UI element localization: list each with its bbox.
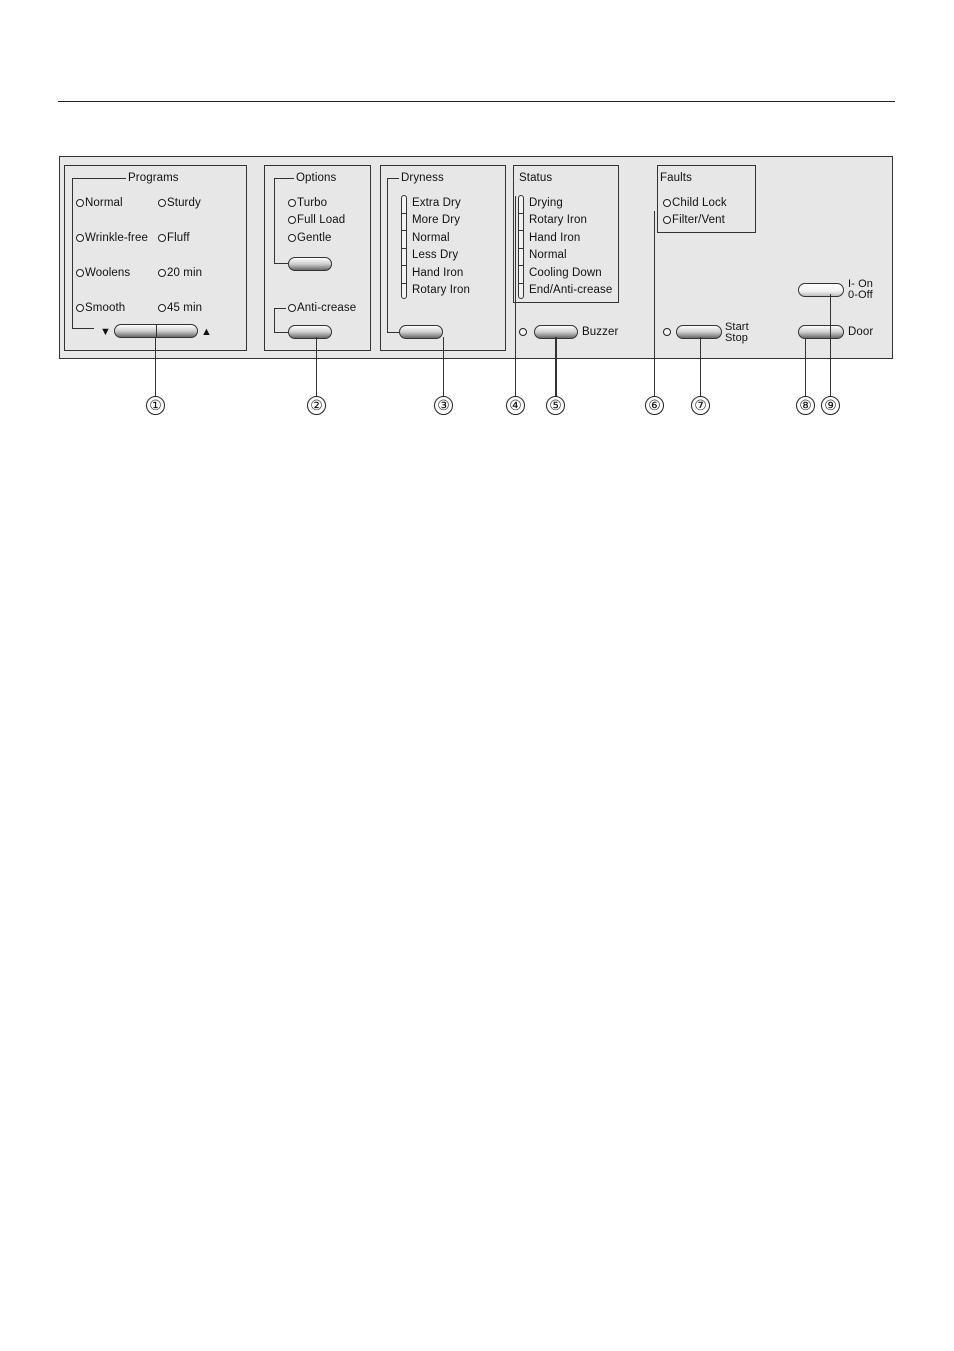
callout-4: ④ xyxy=(506,396,525,415)
door-label: Door xyxy=(848,326,874,338)
leader-line-5 xyxy=(555,337,557,396)
program-label-wrinkle-free: Wrinkle-free xyxy=(85,232,148,244)
dryness-title: Dryness xyxy=(401,172,444,184)
option-led-full-load xyxy=(288,216,296,224)
program-label-sturdy: Sturdy xyxy=(167,197,201,209)
program-led-fluff xyxy=(158,234,166,242)
program-label-45min: 45 min xyxy=(167,302,203,314)
program-led-smooth xyxy=(76,304,84,312)
leader-line-3 xyxy=(443,337,444,396)
status-label-rotary-iron: Rotary Iron xyxy=(529,214,587,226)
dryness-label-rotary-iron: Rotary Iron xyxy=(412,284,470,296)
program-led-wrinkle-free xyxy=(76,234,84,242)
status-title: Status xyxy=(519,172,553,184)
option-label-gentle: Gentle xyxy=(297,232,332,244)
power-button[interactable] xyxy=(798,283,844,297)
programs-title: Programs xyxy=(128,172,179,184)
anti-crease-button[interactable] xyxy=(288,325,332,339)
fault-led-child-lock xyxy=(663,199,671,207)
dryness-label-more-dry: More Dry xyxy=(412,214,461,226)
options-title: Options xyxy=(296,172,337,184)
leader-line-1 xyxy=(155,337,156,396)
start-label: Start xyxy=(725,321,749,333)
callout-8: ⑧ xyxy=(796,396,815,415)
leader-line-2 xyxy=(316,337,317,396)
dryness-button[interactable] xyxy=(399,325,443,339)
option-led-turbo xyxy=(288,199,296,207)
callout-1: ① xyxy=(146,396,165,415)
anti-crease-label: Anti-crease xyxy=(297,302,357,314)
off-label: 0-Off xyxy=(848,289,873,301)
faults-title: Faults xyxy=(660,172,692,184)
fault-label-child-lock: Child Lock xyxy=(672,197,727,209)
dryness-label-extra-dry: Extra Dry xyxy=(412,197,461,209)
control-panel xyxy=(59,156,893,359)
start-stop-led xyxy=(663,328,671,336)
status-label-drying: Drying xyxy=(529,197,563,209)
program-led-45min xyxy=(158,304,166,312)
buzzer-label: Buzzer xyxy=(582,326,619,338)
status-label-cooling-down: Cooling Down xyxy=(529,267,602,279)
callout-2: ② xyxy=(307,396,326,415)
options-button[interactable] xyxy=(288,257,332,271)
leader-line-6 xyxy=(654,211,655,396)
callout-6: ⑥ xyxy=(645,396,664,415)
program-label-woolens: Woolens xyxy=(85,267,131,279)
program-led-20min xyxy=(158,269,166,277)
callout-5: ⑤ xyxy=(546,396,565,415)
status-label-end-anti-crease: End/Anti-crease xyxy=(529,284,613,296)
leader-line-4 xyxy=(515,196,516,396)
program-label-smooth: Smooth xyxy=(85,302,126,314)
anti-crease-led xyxy=(288,304,296,312)
stop-label: Stop xyxy=(725,332,749,344)
callout-7: ⑦ xyxy=(691,396,710,415)
option-led-gentle xyxy=(288,234,296,242)
arrow-up-icon: ▲ xyxy=(201,326,212,338)
on-label: I- On xyxy=(848,278,873,290)
fault-label-filter-vent: Filter/Vent xyxy=(672,214,725,226)
status-label-hand-iron: Hand Iron xyxy=(529,232,581,244)
program-led-normal xyxy=(76,199,84,207)
dryness-label-hand-iron: Hand Iron xyxy=(412,267,464,279)
leader-line-7 xyxy=(700,337,701,396)
buzzer-led xyxy=(519,328,527,336)
dryness-label-less-dry: Less Dry xyxy=(412,249,459,261)
dryness-label-normal: Normal xyxy=(412,232,450,244)
leader-line-8 xyxy=(805,338,806,396)
program-led-woolens xyxy=(76,269,84,277)
program-label-20min: 20 min xyxy=(167,267,203,279)
arrow-down-icon: ▼ xyxy=(100,326,111,338)
top-rule xyxy=(58,101,895,102)
leader-line-9 xyxy=(830,294,831,396)
program-led-sturdy xyxy=(158,199,166,207)
program-label-fluff: Fluff xyxy=(167,232,190,244)
callout-3: ③ xyxy=(434,396,453,415)
option-label-full-load: Full Load xyxy=(297,214,346,226)
start-stop-button[interactable] xyxy=(676,325,722,339)
fault-led-filter-vent xyxy=(663,216,671,224)
callout-9: ⑨ xyxy=(821,396,840,415)
door-button[interactable] xyxy=(798,325,844,339)
option-label-turbo: Turbo xyxy=(297,197,328,209)
program-label-normal: Normal xyxy=(85,197,123,209)
status-label-normal: Normal xyxy=(529,249,567,261)
